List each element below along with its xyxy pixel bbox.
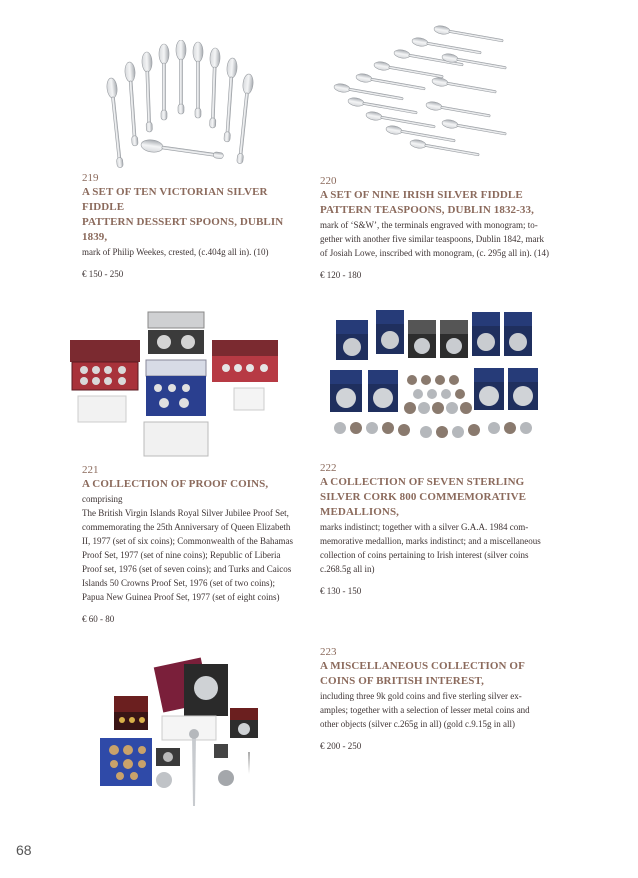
lot-title-line: A SET OF NINE IRISH SILVER FIDDLE bbox=[320, 189, 523, 201]
lot-title-line: MEDALLIONS, bbox=[320, 506, 400, 518]
lot-description bbox=[320, 689, 575, 731]
lot-description-line: II, 1977 (set of six coins); Commonwealth of the Bahamas bbox=[82, 536, 293, 546]
lot-220-photo bbox=[322, 22, 522, 162]
lot-description bbox=[320, 218, 575, 260]
lot-description-line: mark of ‘S&W’, the terminals engraved with monogram; to- bbox=[320, 220, 538, 230]
page-number: 68 bbox=[16, 842, 32, 858]
lot-description-line: amples; together with a selection of lesser metal coins and bbox=[320, 705, 530, 715]
lot-estimate: € 120 - 180 bbox=[320, 270, 362, 280]
lot-estimate: € 200 - 250 bbox=[320, 741, 362, 751]
lot-220 bbox=[320, 175, 575, 280]
lot-number: 222 bbox=[320, 462, 337, 474]
lot-223-photo bbox=[96, 656, 276, 816]
lot-title-line: 1839, bbox=[82, 231, 108, 243]
lot-description-line: Proof set, 1976 (set of seven coins); and Turks and Caicos bbox=[82, 564, 292, 574]
lot-title-line: A MISCELLANEOUS COLLECTION OF bbox=[320, 660, 525, 672]
lot-title bbox=[82, 185, 304, 245]
lot-title-line: COINS OF BRITISH INTEREST, bbox=[320, 675, 484, 687]
lot-estimate: € 150 - 250 bbox=[82, 269, 124, 279]
lot-number: 220 bbox=[320, 175, 337, 187]
lot-description-line: comprising bbox=[82, 494, 123, 504]
lot-description-line: The British Virgin Islands Royal Silver Jubilee Proof Set, bbox=[82, 508, 289, 518]
lot-description-line: mark of Philip Weekes, crested, (c.404g all in). (10) bbox=[82, 247, 269, 257]
lot-title-line: A COLLECTION OF PROOF COINS, bbox=[82, 478, 269, 490]
lot-title-line: PATTERN TEASPOONS, DUBLIN 1832-33, bbox=[320, 204, 534, 216]
lot-219 bbox=[82, 172, 304, 279]
lot-title-line: A COLLECTION OF SEVEN STERLING bbox=[320, 476, 525, 488]
lot-number: 219 bbox=[82, 172, 99, 184]
lot-description bbox=[82, 245, 304, 259]
lot-description bbox=[82, 492, 312, 604]
lot-number: 221 bbox=[82, 464, 99, 476]
lot-title bbox=[320, 475, 575, 520]
lot-description-line: marks indistinct; together with a silver G.A.A. 1984 com- bbox=[320, 522, 529, 532]
lot-description-line: gether with another five similar teaspoons, Dublin 1842, mark bbox=[320, 234, 544, 244]
lot-description-line: of Josiah Lowe, inscribed with monogram, (c. 295g all in). (14) bbox=[320, 248, 549, 258]
lot-description-line: Islands 50 Crowns Proof Set, 1976 (set of two coins); bbox=[82, 578, 275, 588]
lot-description bbox=[320, 520, 575, 576]
lot-219-photo bbox=[100, 40, 270, 170]
lot-221 bbox=[82, 464, 312, 624]
lot-222 bbox=[320, 462, 575, 596]
lot-estimate: € 130 - 150 bbox=[320, 586, 362, 596]
lot-description-line: other objects (silver c.265g in all) (gold c.9.15g in all) bbox=[320, 719, 515, 729]
lot-title bbox=[320, 659, 575, 689]
lot-title bbox=[82, 477, 312, 492]
lot-description-line: commemorating the 25th Anniversary of Queen Elizabeth bbox=[82, 522, 291, 532]
lot-221-photo bbox=[66, 310, 286, 458]
lot-223 bbox=[320, 646, 575, 751]
lot-description-line: including three 9k gold coins and five sterling silver ex- bbox=[320, 691, 522, 701]
lot-title-line: SILVER CORK 800 COMMEMORATIVE bbox=[320, 491, 527, 503]
lot-title-line: A SET OF TEN VICTORIAN SILVER FIDDLE bbox=[82, 186, 268, 213]
lot-description-line: Proof Set, 1977 (set of nine coins); Republic of Liberia bbox=[82, 550, 281, 560]
lot-title bbox=[320, 188, 575, 218]
lot-222-photo bbox=[326, 310, 546, 450]
lot-title-line: PATTERN DESSERT SPOONS, DUBLIN bbox=[82, 216, 284, 228]
lot-description-line: memorative medallion, marks indistinct; and a miscellaneous bbox=[320, 536, 541, 546]
lot-estimate: € 60 - 80 bbox=[82, 614, 115, 624]
lot-number: 223 bbox=[320, 646, 337, 658]
lot-description-line: c.268.5g all in) bbox=[320, 564, 375, 574]
lot-description-line: collection of coins pertaining to Irish interest (silver coins bbox=[320, 550, 529, 560]
lot-description-line: Papua New Guinea Proof Set, 1977 (set of eight coins) bbox=[82, 592, 280, 602]
